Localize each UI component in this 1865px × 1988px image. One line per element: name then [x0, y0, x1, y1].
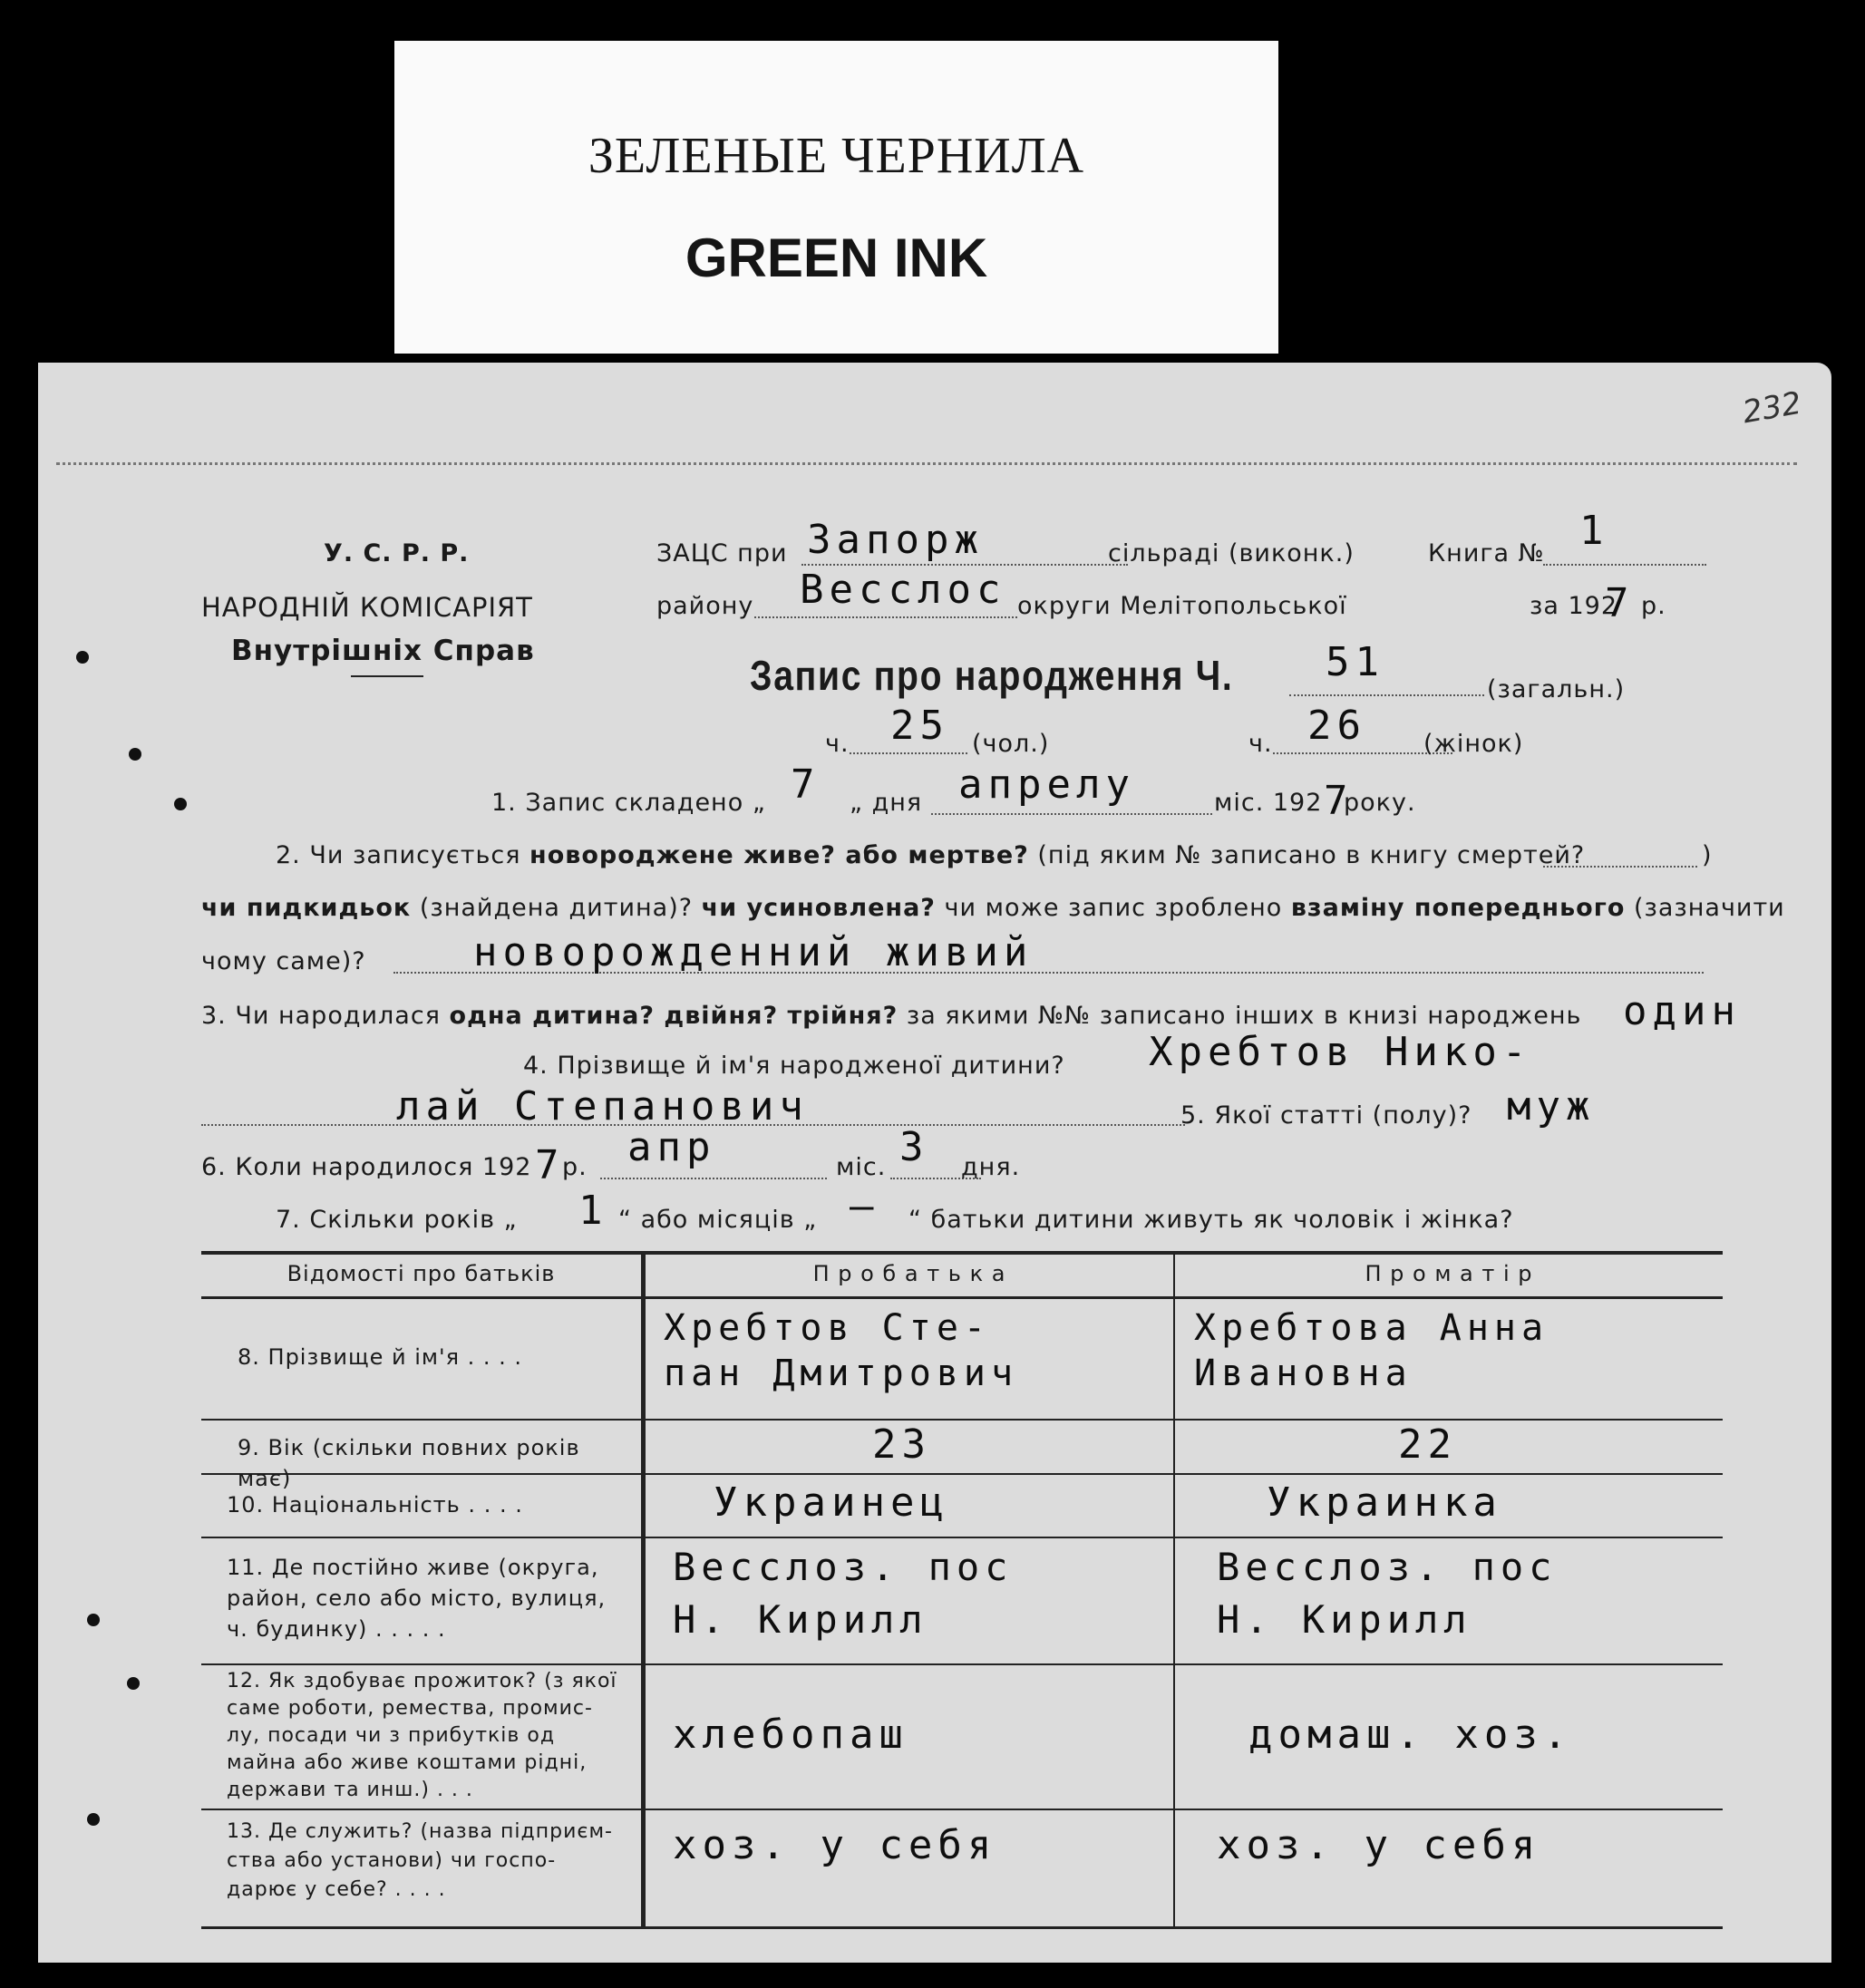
table-header-info: Відомості про батьків: [287, 1261, 556, 1286]
q1-month-value: апрелу: [958, 761, 1135, 808]
row9-father: 23: [872, 1421, 931, 1468]
row9-label: 9. Вік (скільки повних років має): [238, 1435, 580, 1491]
q1-year-value: 7: [1324, 778, 1354, 824]
total-number-value: 51: [1326, 639, 1384, 685]
row11-label: 11. Де постійно живе (округа, район, село або місто, вулиця, ч. будинку) . . . . .: [227, 1555, 607, 1642]
row10-label: 10. Національність . . . .: [227, 1492, 523, 1518]
table-row-rule: [201, 1419, 1723, 1421]
row13-mother: хоз. у себя: [1217, 1822, 1541, 1868]
zags-village-value: Запорж: [807, 517, 984, 563]
binding-hole: [127, 1677, 140, 1690]
q7-label: 7. Скільки років „: [276, 1206, 518, 1234]
year-label: за 192: [1530, 592, 1618, 620]
female-number-value: 26: [1307, 703, 1366, 749]
row11-father: Весслоз. пос Н. Кирилл: [673, 1545, 1014, 1642]
row11-mother: Весслоз. пос Н. Кирилл: [1217, 1545, 1558, 1642]
table-column-divider: [1173, 1251, 1175, 1929]
row9-mother: 22: [1398, 1421, 1457, 1468]
okrug-label: округи Мелітопольської: [1017, 592, 1347, 620]
q3-label: 3. Чи народилася одна дитина? двійня? трійня? за якими №№ записано інших в книзі народжень: [201, 1002, 1582, 1030]
binding-hole: [129, 748, 141, 761]
table-row-rule: [201, 1663, 1723, 1665]
total-label: (загальн.): [1487, 675, 1626, 703]
q4-label: 4. Прізвище й ім'я народженої дитини?: [523, 1052, 1065, 1080]
q7-cohabit-label: “ батьки дитини живуть як чоловік і жінка?: [908, 1206, 1514, 1234]
row10-mother: Украинка: [1267, 1479, 1502, 1526]
row8-mother: Хребтова Анна Ивановна: [1194, 1307, 1549, 1394]
q2-answer: новорожденний живий: [473, 929, 1034, 975]
q4-answer-line2: лай Степанович: [396, 1083, 809, 1130]
divider: [351, 675, 423, 677]
row12-label: 12. Як здобуває прожиток? (з якої саме роботи, ремества, промис- лу, посади чи з прибутків од майна або живе коштами рідні, держави та инш.) . . .: [227, 1670, 617, 1801]
binding-hole: [87, 1813, 100, 1826]
field-line: [600, 1178, 827, 1179]
q2-label-c: чому саме)?: [201, 947, 366, 975]
q1-day-value: 7: [791, 761, 821, 808]
ussr-heading: У. С. Р. Р.: [324, 539, 470, 567]
internal-affairs-heading: Внутрішніх Справ: [231, 635, 535, 667]
q1-month-label: міс. 192: [1214, 789, 1323, 817]
q3-answer: один: [1623, 988, 1741, 1034]
q6-day-value: 3: [899, 1124, 929, 1170]
record-title: Запис про народження Ч.: [750, 652, 1234, 699]
q7-years-value: 1: [578, 1188, 608, 1234]
silradi-label: сільраді (виконк.): [1108, 539, 1355, 567]
field-line: [1543, 866, 1697, 868]
year-suffix: р.: [1641, 592, 1666, 620]
q4-answer-line1: Хребтов Нико-: [1149, 1029, 1532, 1075]
year-value: 7: [1605, 580, 1635, 626]
binding-hole: [174, 798, 187, 810]
table-row-rule: [201, 1537, 1723, 1538]
q6-label: 6. Коли народилося 192: [201, 1153, 532, 1181]
row13-father: хоз. у себя: [673, 1822, 997, 1868]
row8-father: Хребтов Сте- пан Дмитрович: [664, 1307, 1019, 1394]
female-ch-label: ч.: [1248, 730, 1273, 758]
field-line: [1543, 564, 1706, 566]
table-header-mother: П р о м а т і р: [1365, 1261, 1533, 1286]
field-line: [754, 616, 1017, 618]
table-column-divider: [641, 1251, 646, 1929]
binding-hole: [87, 1614, 100, 1626]
q5-answer: муж: [1507, 1083, 1596, 1130]
q5-label: 5. Якої статті (полу)?: [1180, 1101, 1472, 1130]
q6-month-value: апр: [627, 1124, 716, 1170]
field-line: [1289, 694, 1484, 696]
label-russian: ЗЕЛЕНЫЕ ЧЕРНИЛА: [588, 128, 1085, 184]
q2-label-a: 2. Чи записується новороджене живе? або мертве? (під яким № записано в книгу смертей?: [276, 841, 1586, 869]
q7-months-label: “ або місяців „: [618, 1206, 818, 1234]
row8-label: 8. Прізвище й ім'я . . . .: [238, 1344, 523, 1370]
q6-day-label: дня.: [961, 1153, 1021, 1181]
table-header-rule: [201, 1296, 1723, 1299]
row13-label: 13. Де служить? (назва підприєм- ства або установи) чи госпо- дарює у себе? . . . .: [227, 1820, 613, 1901]
book-label: Книга №: [1428, 539, 1545, 567]
table-row-rule: [201, 1809, 1723, 1810]
table-top-rule: [201, 1251, 1723, 1255]
book-number-value: 1: [1579, 508, 1609, 554]
label-english: GREEN INK: [685, 228, 988, 288]
q6-year-value: 7: [535, 1142, 565, 1188]
narkom-heading: НАРОДНІЙ КОМІСАРІЯТ: [201, 592, 533, 623]
field-line: [850, 752, 967, 754]
female-label: (жінок): [1423, 730, 1524, 758]
rayon-label: району: [656, 592, 754, 620]
row12-mother: домаш. хоз.: [1248, 1712, 1573, 1758]
green-ink-label: [394, 41, 1278, 354]
row12-father: хлебопаш: [673, 1712, 908, 1758]
table-bottom-rule: [201, 1926, 1723, 1929]
archive-page-number: 232: [1740, 384, 1804, 432]
field-line: [801, 564, 1128, 566]
field-line: [931, 813, 1212, 815]
row10-father: Украинец: [714, 1479, 949, 1526]
rayon-value: Весслос: [800, 567, 1006, 613]
q6-year-suffix: р.: [562, 1153, 588, 1181]
table-header-father: П р о б а т ь к а: [812, 1261, 1006, 1286]
q1-year-label: року.: [1344, 789, 1416, 817]
q1-day-label: „ дня: [850, 789, 923, 817]
birth-record-sheet: [38, 363, 1831, 1963]
zags-label: ЗАЦС при: [656, 539, 788, 567]
perforation-line: [56, 462, 1797, 465]
q2-close-paren: ): [1702, 841, 1713, 869]
male-label: (чол.): [972, 730, 1050, 758]
male-ch-label: ч.: [825, 730, 850, 758]
q6-month-label: міс.: [836, 1153, 887, 1181]
binding-hole: [76, 651, 89, 664]
q1-label: 1. Запис складено „: [491, 789, 766, 817]
q7-months-value: —: [850, 1183, 879, 1229]
male-number-value: 25: [890, 703, 949, 749]
q2-label-b: чи пидкидьок (знайдена дитина)? чи усиновлена? чи може запис зроблено взаміну попереднього (зазначити: [201, 894, 1785, 922]
